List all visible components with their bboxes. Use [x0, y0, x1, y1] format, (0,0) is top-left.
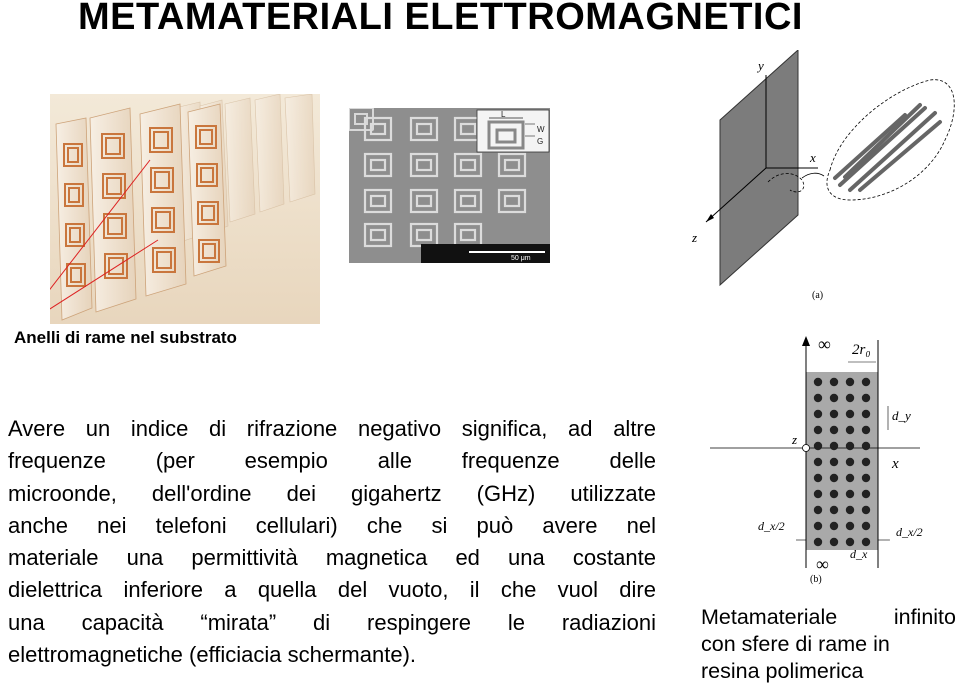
paragraph-line: materiale una permittività magnetica ed una costante: [8, 545, 656, 571]
caption-line: Metamateriale infinito: [701, 605, 956, 629]
sphere-dot: [830, 410, 838, 418]
sphere-dot: [846, 442, 854, 450]
sphere-dot: [862, 378, 870, 386]
fig-b-label-2r0: 2r₀: [852, 342, 871, 358]
sem-label-L: L: [501, 110, 506, 119]
sphere-dot: [830, 378, 838, 386]
figure-a-wire-diagram: [690, 50, 960, 305]
sem-micrograph: [349, 108, 550, 263]
sphere-dot: [862, 458, 870, 466]
sphere-dot: [862, 426, 870, 434]
sphere-dot: [846, 522, 854, 530]
fig-b-axis-x: x: [892, 456, 899, 472]
caption-line: con sfere di rame in: [701, 632, 890, 656]
copper-rings-photo: [50, 94, 320, 324]
caption-line: resina polimerica: [701, 659, 864, 683]
paragraph-line: dielettrica inferiore a quella del vuoto, il che vuol dire: [8, 577, 656, 603]
fig-a-label: (a): [812, 290, 824, 301]
sphere-dot: [830, 506, 838, 514]
sphere-dot: [830, 522, 838, 530]
sphere-dot: [814, 394, 822, 402]
sphere-dot: [862, 442, 870, 450]
fig-a-axis-z: z: [692, 230, 698, 245]
fig-a-axis-y: y: [758, 58, 764, 73]
sem-scale-label: 50 μm: [511, 255, 531, 262]
sphere-dot: [846, 394, 854, 402]
sphere-dot: [846, 506, 854, 514]
sphere-dot: [814, 522, 822, 530]
page-title: METAMATERIALI ELETTROMAGNETICI: [78, 0, 803, 38]
sphere-dot: [814, 426, 822, 434]
fig-b-axis-z: z: [792, 432, 798, 447]
sphere-dot: [814, 458, 822, 466]
sphere-dot: [846, 410, 854, 418]
sphere-dot: [830, 458, 838, 466]
fig-b-label-dy: d_y: [892, 408, 911, 423]
sphere-dot: [814, 506, 822, 514]
paragraph-line: frequenze (per esempio alle frequenze delle: [8, 448, 656, 474]
sphere-dot: [830, 538, 838, 546]
fig-b-infinity-bottom: ∞: [816, 554, 829, 574]
sphere-dot: [830, 490, 838, 498]
sphere-dot: [830, 426, 838, 434]
paragraph-line: una capacità “mirata” di respingere le radiazioni: [8, 609, 656, 635]
figure-b-sphere-lattice: [700, 320, 960, 595]
sphere-dot: [830, 442, 838, 450]
paragraph-line: elettromagnetiche (efficiacia schermante).: [8, 642, 417, 668]
sphere-dot: [846, 458, 854, 466]
sphere-dot: [814, 490, 822, 498]
sphere-dot: [814, 538, 822, 546]
sphere-dot: [846, 378, 854, 386]
sphere-dot: [862, 506, 870, 514]
fig-b-label-dx-half-right: d_x/2: [896, 525, 923, 539]
fig-b-infinity-top: ∞: [818, 334, 831, 354]
fig-a-axis-x: x: [810, 150, 816, 165]
sphere-dot: [862, 538, 870, 546]
sphere-figure-caption: [701, 604, 956, 685]
sphere-dot: [862, 474, 870, 482]
paragraph-line: Avere un indice di rifrazione negativo significa, ad altre: [8, 416, 656, 441]
sphere-dot: [814, 410, 822, 418]
sphere-dot: [846, 426, 854, 434]
main-paragraph: [8, 413, 656, 671]
sphere-dot: [862, 394, 870, 402]
fig-b-label: (b): [810, 574, 822, 585]
sphere-dot: [862, 490, 870, 498]
fig-b-label-dx: d_x: [850, 547, 868, 561]
sphere-dot: [814, 474, 822, 482]
photo-caption: Anelli di rame nel substrato: [14, 328, 237, 347]
sphere-dot: [846, 538, 854, 546]
sphere-dot: [830, 394, 838, 402]
paragraph-line: microonde, dell'ordine dei gigahertz (GHz) utilizzate: [8, 480, 656, 506]
sphere-dot: [830, 474, 838, 482]
sphere-dot: [814, 378, 822, 386]
sem-label-G: G: [537, 137, 544, 146]
sphere-dot: [862, 410, 870, 418]
sphere-dot: [846, 474, 854, 482]
sem-label-W: W: [537, 125, 545, 134]
sphere-dot: [846, 490, 854, 498]
sphere-dot: [814, 442, 822, 450]
fig-b-label-dx-half-left: d_x/2: [758, 519, 785, 533]
sphere-dot: [862, 522, 870, 530]
paragraph-line: anche nei telefoni cellulari) che si può avere nel: [8, 512, 656, 538]
